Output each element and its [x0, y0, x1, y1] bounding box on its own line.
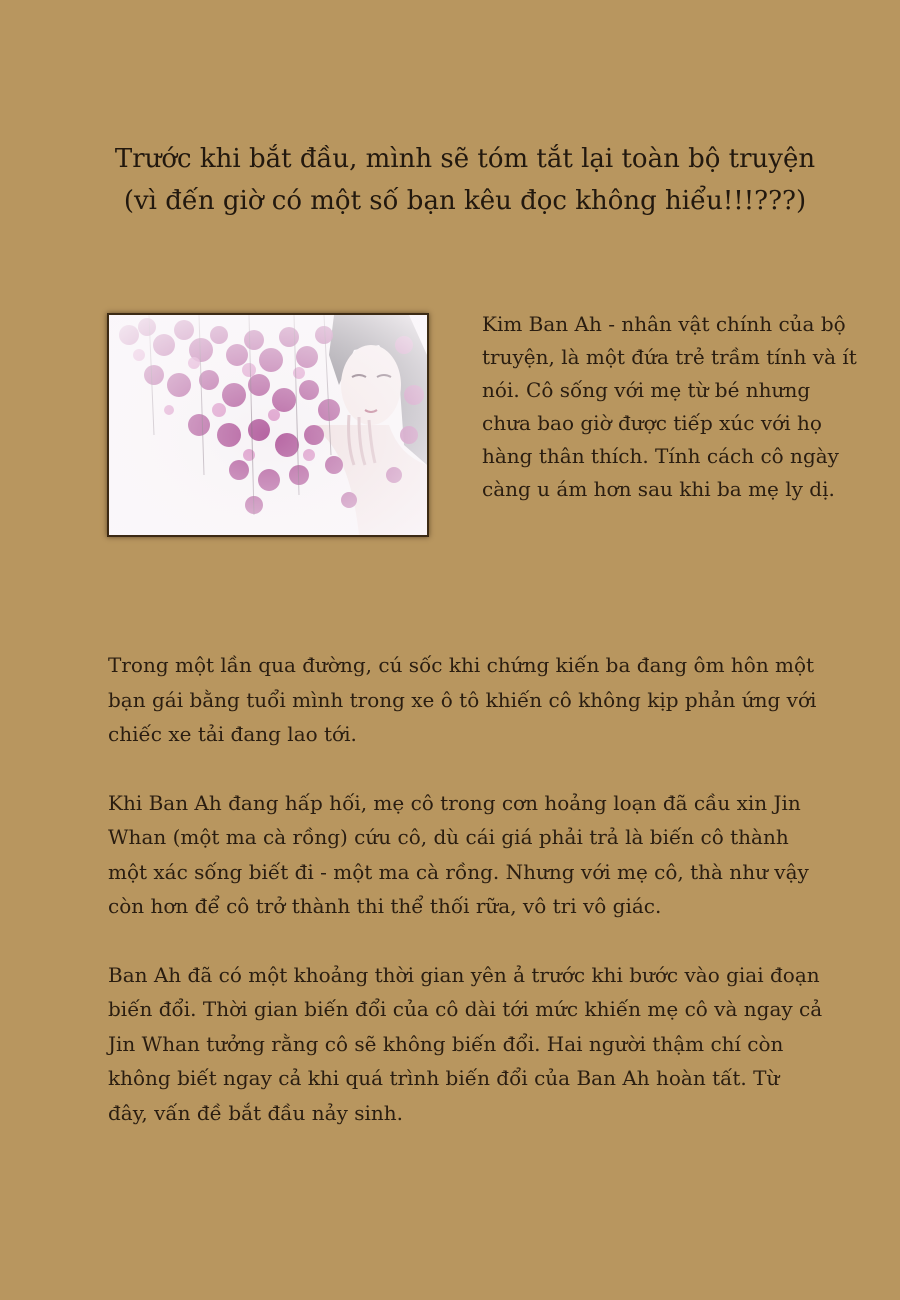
story-summary — [108, 648, 823, 1164]
flower-girl-image — [109, 315, 427, 535]
manga-illustration — [107, 313, 429, 537]
summary-paragraph: Trong một lần qua đường, cú sốc khi chứng kiến ba đang ôm hôn một bạn gái bằng tuổi mình trong xe ô tô khiến cô không kịp phản ứng với chiếc xe tải đang lao tới. — [108, 653, 817, 746]
title-line-2: (vì đến giờ có một số bạn kêu đọc không hiểu!!!???) — [123, 186, 807, 216]
summary-paragraph: Khi Ban Ah đang hấp hối, mẹ cô trong cơn hoảng loạn đã cầu xin Jin Whan (một ma cà rồng) cứu cô, dù cái giá phải trả là biến cô thành một xác sống biết đi - một ma cà rồng. Nhưng với mẹ cô, thà như vậy còn hơn để cô trở thành thi thể thối rữa, vô tri vô giác. — [108, 790, 809, 918]
summary-paragraph: Ban Ah đã có một khoảng thời gian yên ả trước khi bước vào giai đoạn biến đổi. Thời gian biến đổi của cô dài tới mức khiến mẹ cô và ngay cả Jin Whan tưởng rằng cô sẽ không biến đổi. Hai người thậm chí còn không biết ngay cả khi quá trình biến đổi của Ban Ah hoàn tất. Từ đây, vấn đề bắt đầu nảy sinh. — [108, 962, 823, 1125]
title-line-1: Trước khi bắt đầu, mình sẽ tóm tắt lại toàn bộ truyện — [114, 144, 816, 174]
page-title — [100, 138, 830, 222]
character-intro: Kim Ban Ah - nhân vật chính của bộ truyện, là một đứa trẻ trầm tính và ít nói. Cô sống với mẹ từ bé nhưng chưa bao giờ được tiếp xúc với họ hàng thân thích. Tính cách cô ngày càng u ám hơn sau khi ba mẹ ly dị. — [482, 312, 857, 501]
